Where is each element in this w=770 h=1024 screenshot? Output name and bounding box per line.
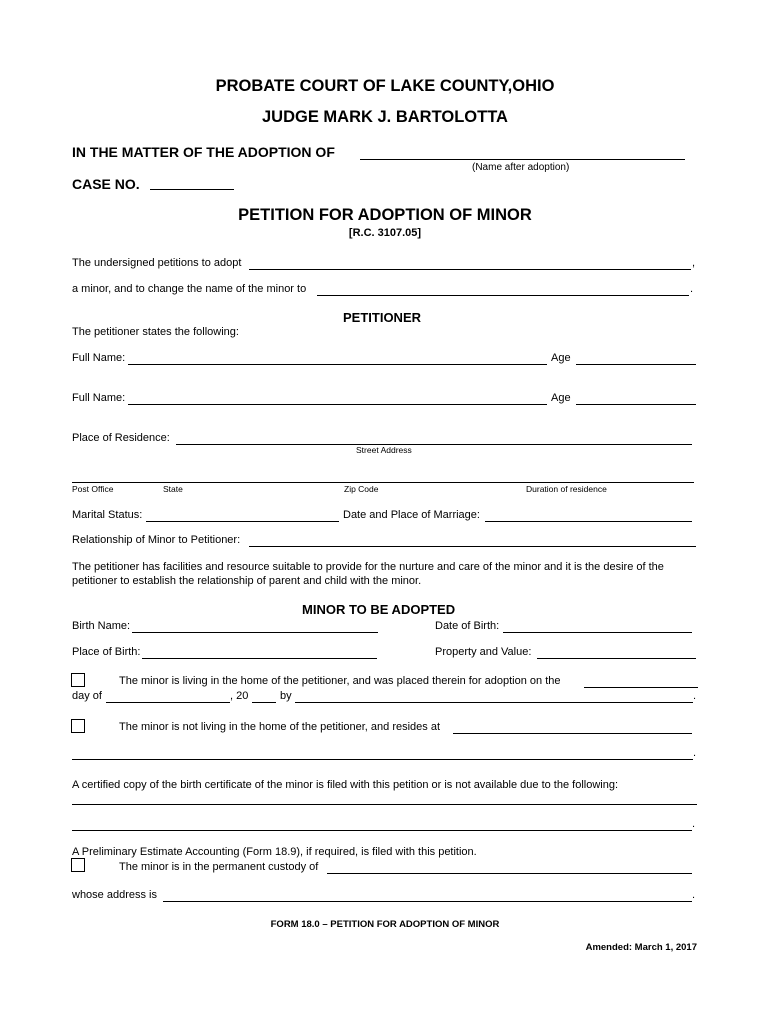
address-label: whose address is — [72, 889, 157, 901]
placement-date-field[interactable] — [584, 675, 698, 688]
birth-cert-reason-field-1[interactable] — [72, 792, 697, 805]
marriage-field[interactable] — [485, 509, 692, 522]
change-name-label: a minor, and to change the name of the minor to — [72, 283, 307, 295]
petitioner-heading: PETITIONER — [343, 310, 422, 325]
age-label-1: Age — [551, 352, 571, 364]
custody-text: The minor is in the permanent custody of — [119, 861, 319, 873]
birth-cert-text: A certified copy of the birth certificate of the minor is filed with this petition or is not available due to the following: — [72, 779, 619, 791]
marital-status-label: Marital Status: — [72, 509, 143, 521]
period-mark-4: . — [692, 889, 696, 901]
custodian-address-field[interactable] — [163, 889, 692, 902]
judge-name: JUDGE MARK J. BARTOLOTTA — [262, 108, 508, 126]
residence-label: Place of Residence: — [72, 432, 170, 444]
court-title: PROBATE COURT OF LAKE COUNTY,OHIO — [215, 77, 555, 95]
living-in-home-checkbox[interactable] — [71, 673, 85, 687]
custody-checkbox[interactable] — [71, 858, 85, 872]
pob-label: Place of Birth: — [72, 646, 141, 658]
petitioner-intro: The petitioner states the following: — [72, 326, 239, 338]
city-state-zip-field[interactable] — [72, 470, 694, 483]
placed-by-field[interactable] — [295, 690, 693, 703]
by-label: by — [280, 690, 292, 702]
case-number-label: CASE NO. — [72, 176, 140, 192]
case-number-field[interactable] — [150, 175, 234, 190]
statement-line-1: The petitioner has facilities and resource suitable to provide for the nurture and care of the minor and it is the desire of the — [72, 561, 664, 573]
form-footer-name: FORM 18.0 – PETITION FOR ADOPTION OF MINOR — [270, 919, 500, 930]
marriage-label: Date and Place of Marriage: — [343, 509, 480, 521]
period-mark-1: . — [693, 690, 697, 702]
minor-name-field[interactable] — [249, 257, 691, 270]
post-office-note: Post Office — [72, 484, 114, 494]
year-prefix: , 20 — [230, 690, 249, 702]
not-living-checkbox[interactable] — [71, 719, 85, 733]
petition-adopt-label: The undersigned petitions to adopt — [72, 257, 242, 269]
day-of-field[interactable] — [106, 690, 230, 703]
street-address-field[interactable] — [176, 432, 692, 445]
comma-punct: , — [692, 257, 696, 269]
dob-label: Date of Birth: — [435, 620, 500, 632]
full-name-field-2[interactable] — [128, 392, 547, 405]
residence-address-field-2[interactable] — [72, 747, 693, 760]
residence-address-field[interactable] — [453, 721, 692, 734]
statement-line-2: petitioner to establish the relationship of parent and child with the minor. — [72, 575, 422, 587]
custody-field[interactable] — [327, 861, 692, 874]
name-after-adoption-note: (Name after adoption) — [472, 162, 570, 173]
not-living-text: The minor is not living in the home of the petitioner, and resides at — [119, 721, 441, 733]
year-field[interactable] — [252, 690, 276, 703]
dob-field[interactable] — [503, 620, 692, 633]
pob-field[interactable] — [142, 646, 377, 659]
adoptee-name-field[interactable] — [360, 145, 685, 160]
age-field-2[interactable] — [576, 392, 696, 405]
birth-name-label: Birth Name: — [72, 620, 131, 632]
full-name-label-2: Full Name: — [72, 392, 126, 404]
day-of-label: day of — [72, 690, 102, 702]
adoption-matter-label: IN THE MATTER OF THE ADOPTION OF — [72, 144, 335, 160]
street-address-note: Street Address — [356, 445, 412, 455]
birth-cert-reason-field-2[interactable] — [72, 818, 692, 831]
statute-reference: [R.C. 3107.05] — [348, 227, 422, 239]
relationship-field[interactable] — [249, 534, 696, 547]
property-label: Property and Value: — [435, 646, 532, 658]
age-label-2: Age — [551, 392, 571, 404]
age-field-1[interactable] — [576, 352, 696, 365]
amended-date: Amended: March 1, 2017 — [585, 942, 697, 953]
duration-note: Duration of residence — [526, 484, 607, 494]
estimate-text: A Preliminary Estimate Accounting (Form 18.9), if required, is filed with this petition. — [72, 846, 477, 858]
period-mark-2: . — [693, 747, 697, 759]
full-name-label-1: Full Name: — [72, 352, 126, 364]
living-in-home-text: The minor is living in the home of the petitioner, and was placed therein for adoption on the — [119, 675, 561, 687]
property-field[interactable] — [537, 646, 696, 659]
period-punct: . — [690, 283, 694, 295]
birth-name-field[interactable] — [132, 620, 378, 633]
full-name-field-1[interactable] — [128, 352, 547, 365]
form-title: PETITION FOR ADOPTION OF MINOR — [238, 206, 532, 224]
relationship-label: Relationship of Minor to Petitioner: — [72, 534, 241, 546]
period-mark-3: . — [692, 818, 696, 830]
marital-status-field[interactable] — [146, 509, 339, 522]
zip-code-note: Zip Code — [344, 484, 379, 494]
minor-heading: MINOR TO BE ADOPTED — [302, 602, 456, 617]
new-name-field[interactable] — [317, 283, 689, 296]
state-note: State — [163, 484, 183, 494]
